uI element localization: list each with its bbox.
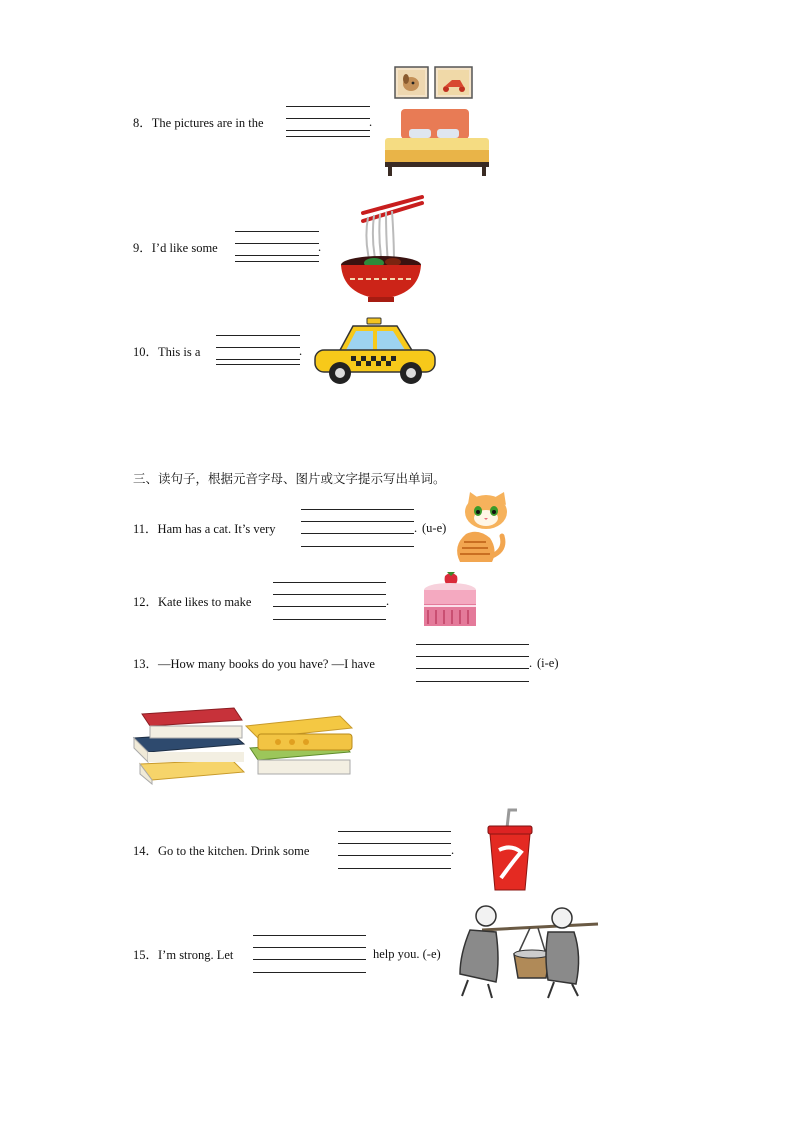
taxi-picture [313, 316, 437, 386]
cake-picture [421, 570, 479, 630]
question-11 [133, 522, 276, 536]
period: . [414, 521, 418, 535]
question-12 [133, 595, 251, 609]
taxi-icon [315, 318, 435, 384]
question-number: 9． [133, 241, 152, 255]
question-text: This is a [158, 345, 201, 359]
question-text: Go to the kitchen. Drink some [158, 844, 310, 858]
question-text: —How many books do you have? —I have [158, 657, 375, 671]
books-picture [132, 702, 360, 788]
vowel-hint: help you. (-e) [373, 947, 441, 961]
question-text: Kate likes to make [158, 595, 252, 609]
picture-frame-scooter-icon [435, 67, 472, 98]
monks-picture [452, 904, 602, 1004]
kitten-picture [448, 490, 512, 566]
question-text: I’m strong. Let [158, 948, 234, 962]
books-stack-left-icon [134, 708, 244, 784]
question-number: 11． [133, 522, 158, 536]
section-title: 三、读句子，根据元音字母、图片或文字提示写出单词。 [133, 471, 446, 486]
period: . [369, 115, 373, 129]
vowel-hint: (u-e) [422, 521, 447, 535]
bed-picture [382, 66, 492, 178]
question-number: 14． [133, 844, 159, 858]
question-number: 13． [133, 657, 159, 671]
picture-frame-dog-icon [395, 67, 428, 98]
question-text: Ham has a cat. It’s very [157, 522, 276, 536]
books-stack-right-icon [246, 716, 352, 774]
question-10 [133, 345, 200, 359]
noodles-bowl-icon [341, 197, 422, 302]
strawberry-cake-icon [424, 572, 476, 626]
vowel-hint: (i-e) [537, 656, 559, 670]
question-text: I’d like some [151, 241, 218, 255]
period: . [451, 843, 455, 857]
question-text: The pictures are in the [151, 116, 264, 130]
period: . [529, 656, 533, 670]
question-number: 10． [133, 345, 159, 359]
noodles-picture [338, 195, 428, 303]
question-number: 8． [133, 116, 152, 130]
period: . [299, 344, 303, 358]
cola-cup-icon [488, 810, 532, 890]
cola-picture [485, 808, 535, 892]
question-13 [133, 657, 375, 671]
question-number: 12． [133, 595, 159, 609]
period: . [386, 594, 390, 608]
question-number: 15． [133, 948, 159, 962]
question-14 [133, 844, 309, 858]
period: . [318, 240, 322, 254]
question-8 [133, 116, 264, 130]
two-monks-carrying-bucket-icon [460, 906, 598, 998]
question-9 [133, 241, 218, 255]
bed-icon [385, 109, 489, 176]
question-15 [133, 948, 233, 962]
kitten-icon [457, 492, 507, 562]
